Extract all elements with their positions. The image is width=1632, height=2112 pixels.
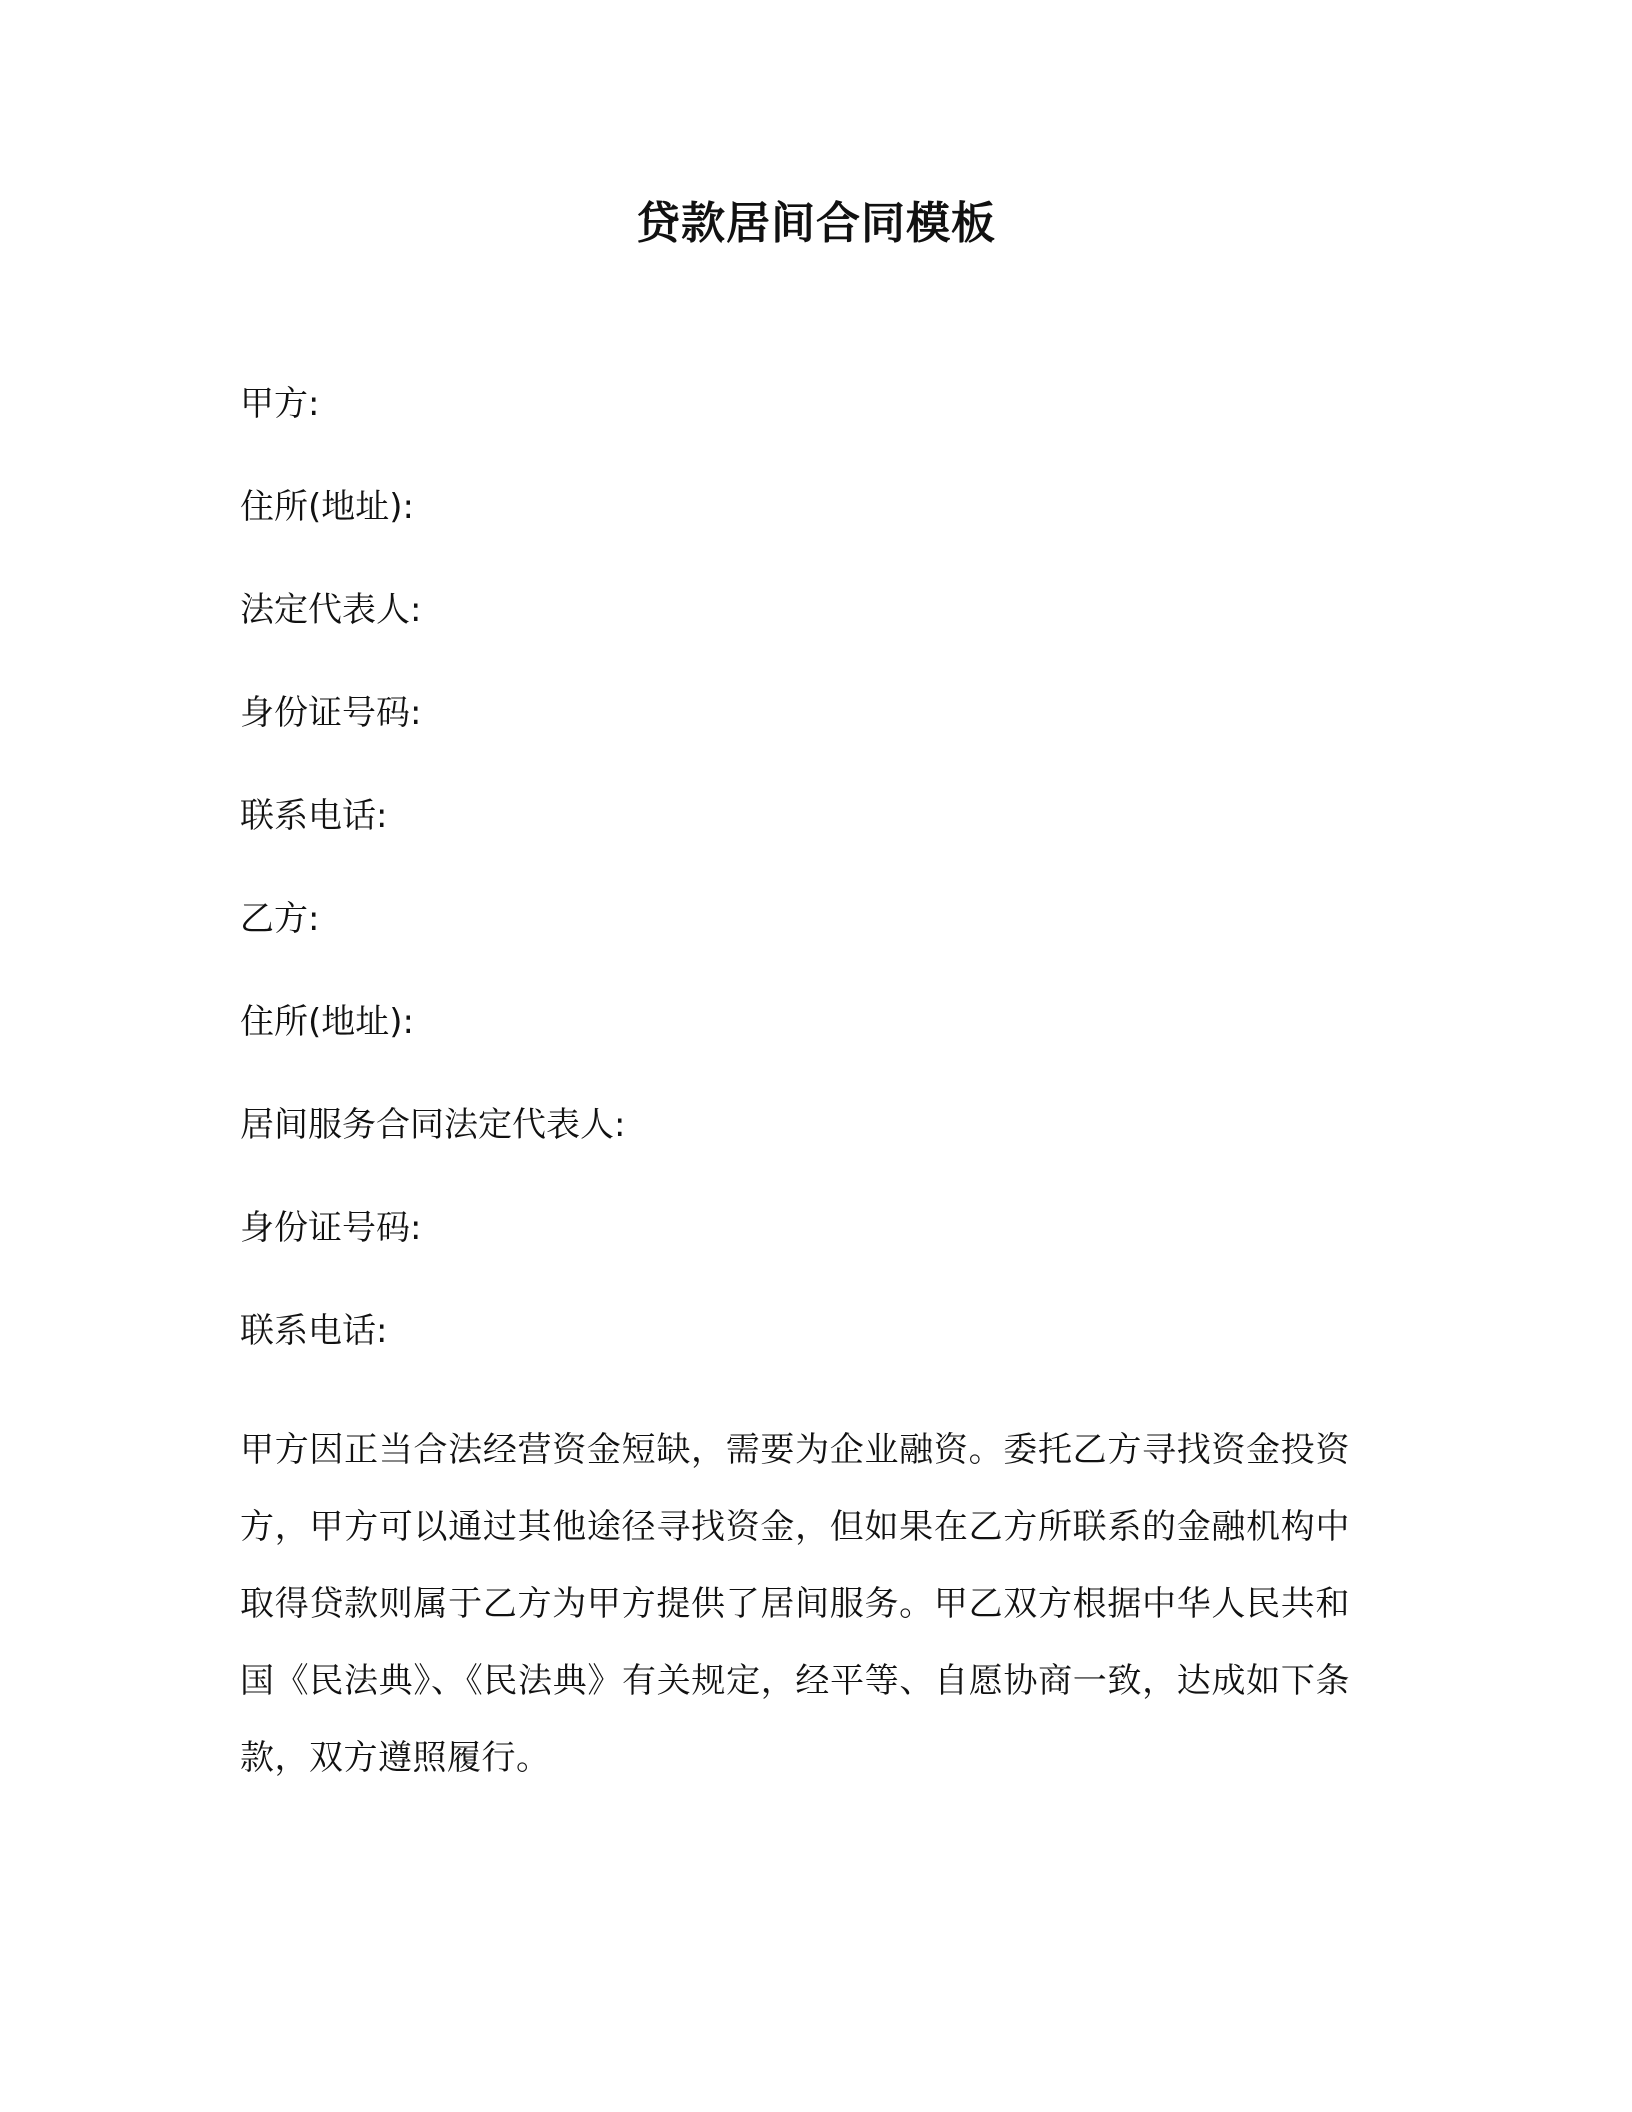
party-b-legal-rep-label: 居间服务合同法定代表人: — [240, 1105, 626, 1145]
party-b-address-label: 住所(地址): — [240, 1002, 414, 1042]
party-a-name-label: 甲方: — [240, 384, 320, 424]
party-b-phone-label: 联系电话: — [240, 1311, 388, 1351]
party-a-phone-label: 联系电话: — [240, 796, 388, 836]
party-b-name-label: 乙方: — [240, 899, 320, 939]
party-a-legal-rep-label: 法定代表人: — [240, 590, 422, 630]
party-info-section — [240, 380, 1380, 1410]
party-b-id-label: 身份证号码: — [240, 1208, 422, 1248]
party-a-address-label: 住所(地址): — [240, 487, 414, 527]
party-a-id-label: 身份证号码: — [240, 693, 422, 733]
preamble-paragraph: 甲方因正当合法经营资金短缺，需要为企业融资。委托乙方寻找资金投资方，甲方可以通过其他途径寻找资金，但如果在乙方所联系的金融机构中取得贷款则属于乙方为甲方提供了居间服务。甲乙双方根据中华人民共和国《民法典》、《民法典》有关规定，经平等、自愿协商一致，达成如下条款，双方遵照履行。 — [240, 1430, 1350, 1778]
document-title: 贷款居间合同模板 — [636, 198, 996, 249]
